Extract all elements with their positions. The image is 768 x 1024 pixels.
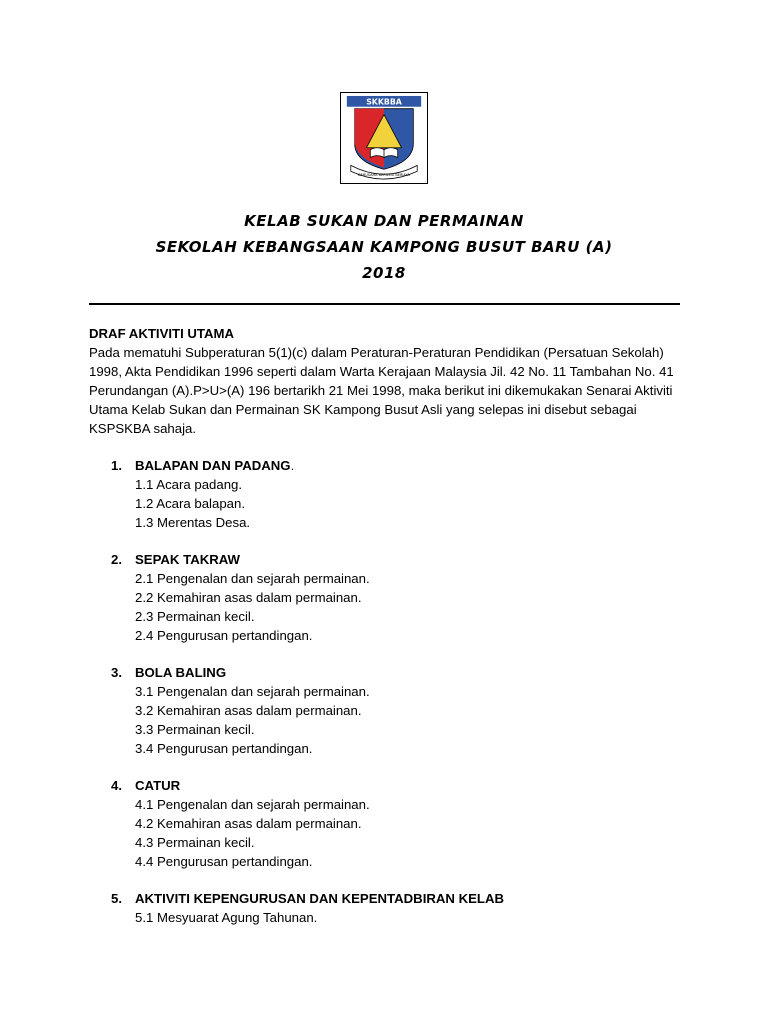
- document-body: [89, 324, 689, 945]
- section-title: [89, 663, 689, 682]
- section-label: SEPAK TAKRAW: [135, 552, 241, 567]
- sub-activity-item: 5.1 Mesyuarat Agung Tahunan.: [135, 910, 318, 925]
- section-label-suffix: .: [290, 458, 295, 473]
- section-title: [89, 550, 689, 569]
- club-title: KELAB SUKAN DAN PERMAINAN: [244, 212, 524, 230]
- sub-activity-item: 3.2 Kemahiran asas dalam permainan.: [135, 703, 362, 718]
- section-label: BOLA BALING: [135, 665, 227, 680]
- document-year: 2018: [362, 264, 406, 282]
- section-number: 5.: [111, 891, 122, 906]
- document-header: [0, 208, 768, 286]
- section-label: AKTIVITI KEPENGURUSAN DAN KEPENTADBIRAN KELAB: [135, 891, 505, 906]
- sub-activity-item: 4.3 Permainan kecil.: [135, 835, 255, 850]
- activity-list: [89, 456, 689, 927]
- section-number: 2.: [111, 552, 122, 567]
- section-title: [89, 889, 689, 908]
- sub-activity-item: 4.4 Pengurusan pertandingan.: [135, 854, 313, 869]
- sub-activity-item: 4.1 Pengenalan dan sejarah permainan.: [135, 797, 370, 812]
- logo-motto: BERUSAHA BERILMU BERJAYA: [358, 173, 410, 178]
- activity-section: [89, 889, 689, 927]
- school-logo: [340, 92, 428, 184]
- sub-activity-item: 1.3 Merentas Desa.: [135, 515, 251, 530]
- sub-activity-item: 4.2 Kemahiran asas dalam permainan.: [135, 816, 362, 831]
- sub-activity-item: 3.4 Pengurusan pertandingan.: [135, 741, 313, 756]
- sub-activity-item: 1.1 Acara padang.: [135, 477, 243, 492]
- section-title: [89, 456, 689, 475]
- logo-banner-text: SKKBBA: [366, 97, 402, 107]
- sub-activity-item: 2.2 Kemahiran asas dalam permainan.: [135, 590, 362, 605]
- intro-paragraph: Pada mematuhi Subperaturan 5(1)(c) dalam Peraturan-Peraturan Pendidikan (Persatuan Sekolah) 1998, Akta Pendidikan 1996 seperti dalam Warta Kerajaan Malaysia Jil. 42 No. 11 Tambahan No. 41 Perundangan (A).P>U>(A) 196 bertarikh 21 Mei 1998, maka berikut ini dikemukakan Senarai Aktiviti Utama Kelab Sukan dan Permainan SK Kampong Busut Asli yang selepas ini disebut sebagai KSPSKBA sahaja.: [89, 345, 674, 436]
- activity-section: [89, 456, 689, 532]
- school-name: SEKOLAH KEBANGSAAN KAMPONG BUSUT BARU (A): [155, 238, 613, 256]
- section-number: 4.: [111, 778, 122, 793]
- header-divider: [89, 303, 680, 305]
- section-number: 3.: [111, 665, 122, 680]
- section-label: CATUR: [135, 778, 181, 793]
- sub-activity-item: 2.4 Pengurusan pertandingan.: [135, 628, 313, 643]
- section-number: 1.: [111, 458, 122, 473]
- intro-heading: DRAF AKTIVITI UTAMA: [89, 326, 235, 341]
- sub-activity-item: 2.1 Pengenalan dan sejarah permainan.: [135, 571, 370, 586]
- activity-section: [89, 776, 689, 871]
- activity-section: [89, 663, 689, 758]
- activity-section: [89, 550, 689, 645]
- school-crest-icon: [341, 93, 427, 183]
- sub-activity-item: 2.3 Permainan kecil.: [135, 609, 255, 624]
- section-label: BALAPAN DAN PADANG: [135, 458, 291, 473]
- sub-activity-item: 1.2 Acara balapan.: [135, 496, 245, 511]
- sub-activity-item: 3.1 Pengenalan dan sejarah permainan.: [135, 684, 370, 699]
- sub-activity-item: 3.3 Permainan kecil.: [135, 722, 255, 737]
- section-title: [89, 776, 689, 795]
